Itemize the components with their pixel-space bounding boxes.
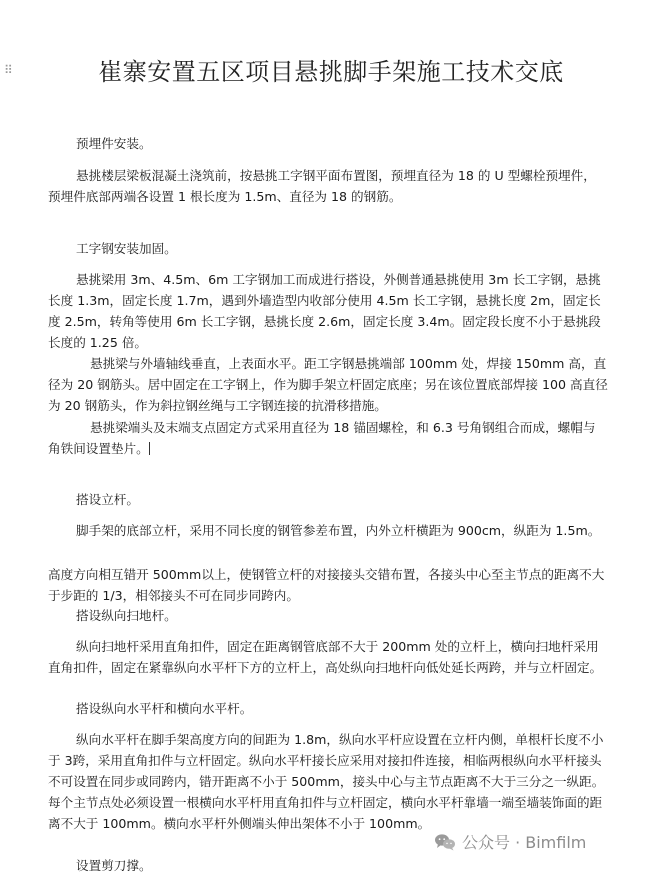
paragraph: 高度方向相互错开 500mm以上，使钢管立杆的对接接头交错布置，各接头中心至主节点的距离不大于步距的 1/3，相邻接头不可在同步同跨内。 [48,567,605,603]
paragraph: 纵向水平杆在脚手架高度方向的间距为 1.8m，纵向水平杆应设置在立杆内侧，单根杆长度不小于 3跨，采用直角扣件与立杆固定。纵向水平杆接长应采用对接扣件连接，相临两根纵向水平杆接头不可设置在同步或同跨内，错开距离不小于 500mm，接头中心与主节点距离不大于三分之一纵距。每个主节点处必须设置一根横向水平杆用直角扣件与立杆固定，横向水平杆靠墙一端至墙装饰面的距离不大于 100mm。横向水平杆外侧端头伸出架体不小于 100mm。 [48,732,605,831]
paragraph: 纵向扫地杆采用直角扣件，固定在距离钢管底部不大于 200mm 处的立杆上，横向扫地杆采用直角扣件，固定在紧靠纵向水平杆下方的立杆上，高处纵向扫地杆向低处延长两跨，并与立杆固定。 [48,639,603,675]
section-heading: 搭设纵向水平杆和横向水平杆。 [76,701,253,716]
section-heading: 搭设立杆。 [76,492,139,507]
section-heading: 预埋件安装。 [76,136,152,151]
document-title: 崔寨安置五区项目悬挑脚手架施工技术交底 [98,58,564,86]
wechat-bubbles-icon [434,833,456,851]
section-heading: 搭设纵向扫地杆。 [76,608,177,623]
paragraph [48,417,608,459]
paragraph: 脚手架的底部立杆，采用不同长度的钢管参差布置，内外立杆横距为 900cm，纵距为 1.5m。 [76,523,601,538]
paragraph: 悬挑楼层梁板混凝土浇筑前，按悬挑工字钢平面布置图，预埋直径为 18 的 U 型螺栓预埋件，预埋件底部两端各设置 1 根长度为 1.5m、直径为 18 的钢筋。 [48,168,596,204]
drag-handle-icon[interactable]: ⠿ [4,63,13,77]
section-heading: 设置剪刀撑。 [76,858,152,873]
section-heading: 工字钢安装加固。 [76,241,177,256]
paragraph-text: 悬挑梁端头及末端支点固定方式采用直径为 18 锚固螺栓，和 6.3 号角钢组合而成，螺帽与角铁间设置垫片。 [48,420,596,456]
paragraph: 悬挑梁用 3m、4.5m、6m 工字钢加工而成进行搭设，外侧普通悬挑使用 3m 长工字钢，悬挑长度 1.3m，固定长度 1.7m，遇到外墙造型内收部分使用 4.5m 长工字钢，悬挑长度 2m，固定长度 2.5m，转角等使用 6m 长工字钢，悬挑长度 2.6m，固定长度 3.4m。固定段长度不小于悬挑段长度的 1.25 倍。 [48,272,601,350]
text-cursor [149,442,150,455]
paragraph: 悬挑梁与外墙轴线垂直，上表面水平。距工字钢悬挑端部 100mm 处，焊接 150mm 高，直径为 20 钢筋头。居中固定在工字钢上，作为脚手架立杆固定底座；另在该位置底部焊接 100 高直径为 20 钢筋头，作为斜拉钢丝绳与工字钢连接的抗滑移措施。 [48,356,608,413]
watermark-text: 公众号 · Bimfilm [462,833,587,852]
watermark [434,830,586,853]
